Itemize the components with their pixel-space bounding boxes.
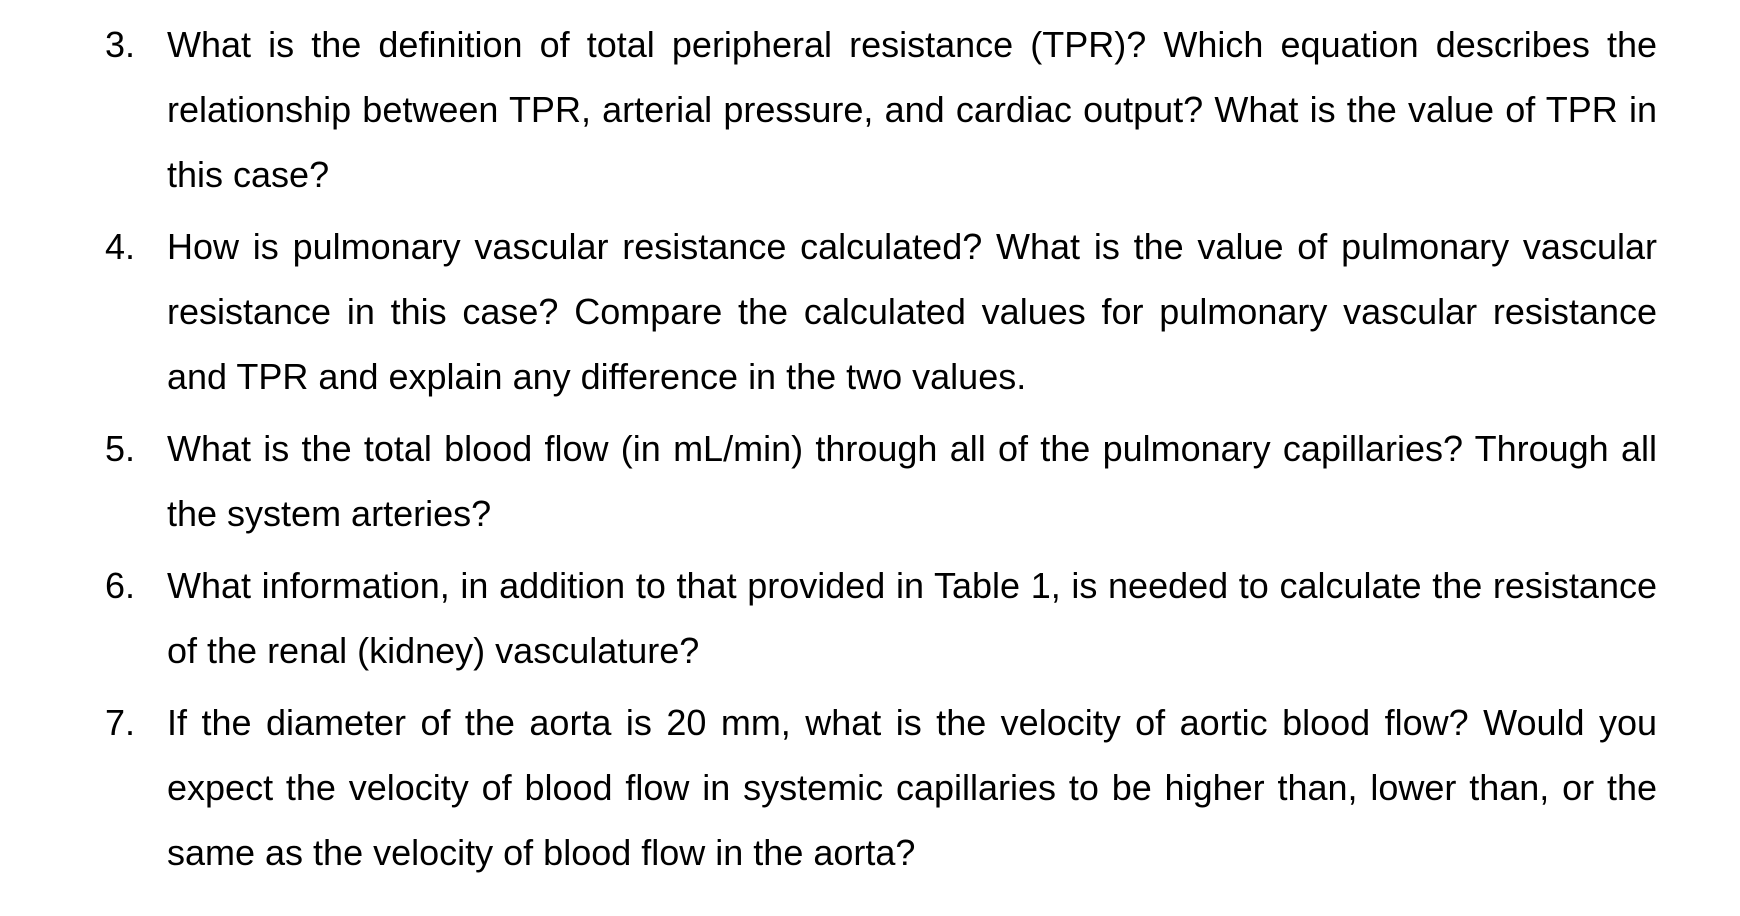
question-item [0,12,1740,207]
question-item [0,214,1740,409]
question-list [0,12,1740,892]
question-text: What is the total blood flow (in mL/min) through all of the pulmonary capillaries? Through all the system arteries? [167,428,1657,534]
question-item [0,690,1740,885]
question-number: 7. [105,702,136,743]
question-item [0,416,1740,546]
cropped-text-remnant [850,0,990,2]
question-text: How is pulmonary vascular resistance calculated? What is the value of pulmonary vascular resistance in this case? Compare the calculated values for pulmonary vascular resistance and TPR and explain any difference in the two values. [167,226,1657,397]
question-number: 4. [105,226,136,267]
question-text: If the diameter of the aorta is 20 mm, what is the velocity of aortic blood flow? Would you expect the velocity of blood flow in systemic capillaries to be higher than, lower than, or the same as the velocity of blood flow in the aorta? [167,702,1657,873]
question-text: What is the definition of total peripheral resistance (TPR)? Which equation describes the relationship between TPR, arterial pressure, and cardiac output? What is the value of TPR in this case? [167,24,1657,195]
question-item [0,553,1740,683]
question-text: What information, in addition to that provided in Table 1, is needed to calculate the resistance of the renal (kidney) vasculature? [167,565,1657,671]
question-number: 3. [105,24,136,65]
question-number: 5. [105,428,136,469]
question-number: 6. [105,565,136,606]
